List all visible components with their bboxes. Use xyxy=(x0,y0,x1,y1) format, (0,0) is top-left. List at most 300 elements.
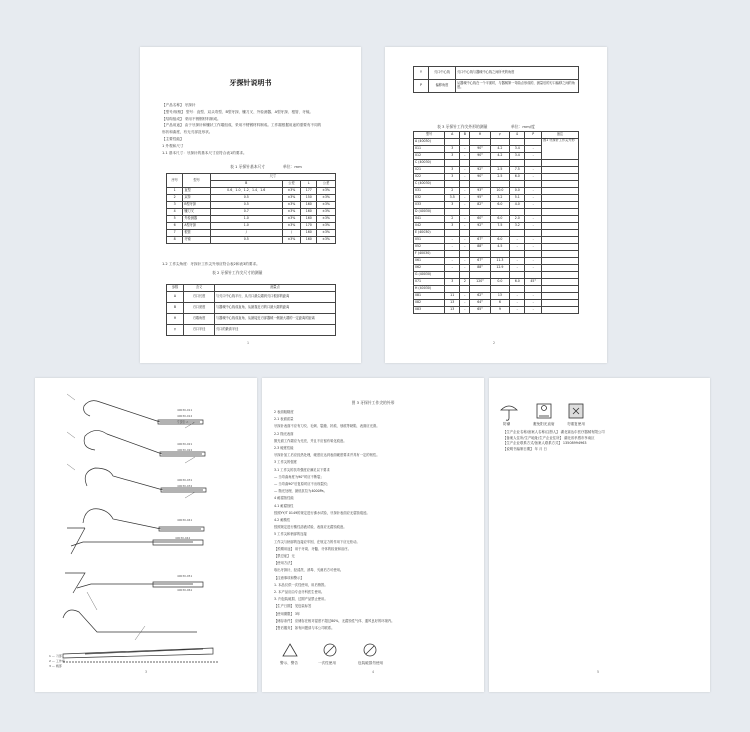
table-cell: - xyxy=(525,188,542,195)
table-cell: C (40030) xyxy=(414,181,445,188)
table-cell: 双持 xyxy=(183,195,210,202)
table-cell xyxy=(525,209,542,216)
table-cell xyxy=(470,139,490,146)
symbol-label: 勿重复使用 xyxy=(567,422,585,426)
table-row xyxy=(167,230,336,237)
table-cell: E (40030) xyxy=(414,230,445,237)
table2 xyxy=(166,284,336,336)
table-row xyxy=(167,314,336,325)
table-cell xyxy=(542,181,579,188)
table-cell: 镰刀叉 xyxy=(183,209,210,216)
paragraph: 【售后服务】 如有问题请与本公司联系。 xyxy=(274,626,335,630)
table-cell: 4.2 xyxy=(490,146,509,153)
table-cell xyxy=(445,272,460,279)
drawing-label: 40030-022 xyxy=(177,448,193,452)
symbol-label: 一次性使用 xyxy=(318,661,336,665)
table2-caption: 表 2 牙探针工作尖尺寸的测量 xyxy=(212,270,263,275)
table-row xyxy=(414,188,579,195)
paragraph: 4.2 耐酸性 xyxy=(274,518,291,522)
table-cell xyxy=(490,251,509,258)
table-row xyxy=(414,265,579,272)
table-cell: 3 xyxy=(445,279,460,286)
drawing-label: 40030-061 xyxy=(177,588,193,592)
paragraph: 3 工作尖的强度 xyxy=(274,460,297,465)
paragraph: 【生产企业名称/备案人名称/注册人】 湖北赛达尔医疗器械有限公司 xyxy=(503,430,605,434)
table-cell: 170 xyxy=(301,223,317,230)
table-cell: - xyxy=(525,258,542,265)
table-cell: θ xyxy=(167,314,184,325)
paragraph: 1.1 基本尺寸：牙探针的基本尺寸应符合表1的要求。 xyxy=(162,150,247,155)
document-page-1 xyxy=(140,47,361,363)
symbol-label: 避免阳光直射 xyxy=(533,422,555,426)
table-cell: - xyxy=(525,216,542,223)
table-cell: 1.0 xyxy=(210,223,282,230)
table-header: 测量点 xyxy=(215,285,336,292)
table-cell: 3.4 xyxy=(510,153,525,160)
table-cell: 从器械中心线在一个平面时，与器械第一弯曲点形成的，测量后的刃口偏移之间的角度。 xyxy=(456,80,579,93)
table-cell: 2 xyxy=(167,195,183,202)
page-number: 3 xyxy=(145,670,148,674)
table-cell: ±3% xyxy=(317,188,336,195)
table-row xyxy=(414,80,579,93)
table-row xyxy=(414,209,579,216)
table-header: θ xyxy=(470,132,490,139)
table-cell: 90° xyxy=(470,146,490,153)
table-cell xyxy=(510,272,525,279)
table-cell xyxy=(445,286,460,293)
table-cell: 2.0 xyxy=(510,216,525,223)
table-cell xyxy=(510,160,525,167)
table-cell xyxy=(460,272,470,279)
table-cell: 与器械中心线成直角，从最接近刃部器械一侧最大端的一定距离的距离 xyxy=(215,314,336,325)
table-cell: ±3% xyxy=(317,230,336,237)
table-cell xyxy=(460,230,470,237)
table-cell: - xyxy=(460,153,470,160)
table-row xyxy=(414,272,579,279)
table-row xyxy=(167,216,336,223)
table-cell: 033 xyxy=(414,202,445,209)
table-cell xyxy=(490,272,509,279)
table-cell: - xyxy=(510,237,525,244)
table-cell xyxy=(470,181,490,188)
table-cell xyxy=(490,230,509,237)
table-row xyxy=(414,307,579,314)
paragraph: 3.1 工作尖的抗弯强度应满足以下要求 xyxy=(274,467,330,472)
table-header: A xyxy=(445,132,460,139)
table-cell: 0.0 xyxy=(510,188,525,195)
table-cell: 0.5 xyxy=(210,202,282,209)
table-header: 序号 xyxy=(167,174,183,188)
table-cell: - xyxy=(510,265,525,272)
table-cell xyxy=(510,209,525,216)
table-cell: 偏移角度 xyxy=(429,80,456,93)
table-cell: ±3% xyxy=(317,237,336,244)
table-cell xyxy=(470,251,490,258)
table-header: 型号 xyxy=(183,174,210,188)
table-cell xyxy=(542,279,579,286)
table-row xyxy=(167,209,336,216)
table-cell xyxy=(510,230,525,237)
table1 xyxy=(166,173,336,244)
paragraph: 【说明书编制日期】 年 月 日 xyxy=(503,446,547,451)
table-cell xyxy=(542,286,579,293)
table-cell xyxy=(525,139,542,146)
table-row xyxy=(167,292,336,303)
table-row xyxy=(414,160,579,167)
table-cell: B型牙探 xyxy=(183,202,210,209)
table-cell: 6.0 xyxy=(490,202,509,209)
storage-symbols xyxy=(489,400,710,430)
table-cell: 图1 牙探针工作尖外形 xyxy=(542,139,579,160)
paragraph: 4 耐腐蚀性能 xyxy=(274,496,294,501)
table-cell xyxy=(470,272,490,279)
table-cell: ±3% xyxy=(317,223,336,230)
table-header: 参数 xyxy=(167,285,184,292)
table-cell: ±3% xyxy=(282,237,301,244)
table-cell: 052 xyxy=(414,244,445,251)
table-cell xyxy=(470,230,490,237)
table-cell: 177 xyxy=(301,188,317,195)
table-cell: 88° xyxy=(470,244,490,251)
table-cell: 160 xyxy=(301,216,317,223)
table-cell xyxy=(542,195,579,202)
table-cell xyxy=(525,286,542,293)
paragraph: 2 表面粗糙度 xyxy=(274,410,294,414)
table-cell xyxy=(490,181,509,188)
table-cell: 6.0 xyxy=(490,237,509,244)
table1-unit: 单位：mm xyxy=(283,164,302,169)
table-cell xyxy=(542,293,579,300)
drawing-label: 40030-051 xyxy=(177,574,193,578)
table-cell: - xyxy=(460,237,470,244)
table-cell: H (40030) xyxy=(414,286,445,293)
paragraph: 【生产日期】 见包装标签 xyxy=(274,604,312,609)
paragraph: 按照YY/T 0149的规定进行沸水试验，牙探针表面应无腐蚀痕迹。 xyxy=(274,510,370,515)
table-row xyxy=(414,223,579,230)
table-row xyxy=(414,216,579,223)
table-cell: - xyxy=(460,223,470,230)
paragraph: 1. 本品仅供一次性使用，用后销毁。 xyxy=(274,582,328,587)
table-cell xyxy=(542,216,579,223)
table-cell: - xyxy=(525,237,542,244)
table-cell: - xyxy=(525,195,542,202)
table-cell: 082 xyxy=(414,300,445,307)
drawing-label: 牙探针 A xyxy=(177,420,189,424)
table-row xyxy=(414,293,579,300)
table-cell xyxy=(460,160,470,167)
table-cell: / xyxy=(210,230,282,237)
table-cell xyxy=(542,188,579,195)
table-cell: 160 xyxy=(301,209,317,216)
table-cell: 042 xyxy=(414,223,445,230)
table-cell: 与刃口中心线平行，从刃口最尖端到刃口根部的距离 xyxy=(215,292,336,303)
table-cell: γ xyxy=(167,325,184,336)
page-title: 牙探针说明书 xyxy=(229,79,272,87)
table-row xyxy=(414,237,579,244)
table-cell: 82° xyxy=(470,202,490,209)
table-header: 含义 xyxy=(184,285,215,292)
table-cell: 061 xyxy=(414,258,445,265)
table-cell xyxy=(510,286,525,293)
warning-symbols xyxy=(262,640,484,680)
table-cell: - xyxy=(460,258,470,265)
table-cell: 13 xyxy=(445,307,460,314)
table-cell: 160 xyxy=(301,202,317,209)
paragraph: 按照规定进行酸性溶液试验，表面应无腐蚀痕迹。 xyxy=(274,525,347,530)
table-cell xyxy=(542,272,579,279)
table-cell: - xyxy=(510,258,525,265)
table-cell: 7.5 xyxy=(490,223,509,230)
table-cell: 60° xyxy=(470,216,490,223)
table-cell xyxy=(542,167,579,174)
table-row xyxy=(414,251,579,258)
table-cell: ±3% xyxy=(317,209,336,216)
table-cell: 刃端角度 xyxy=(184,314,215,325)
table-header: L xyxy=(301,181,317,188)
table-cell: 3.5 xyxy=(445,195,460,202)
table-cell xyxy=(460,181,470,188)
table-cell: G (40030) xyxy=(414,272,445,279)
umbrella-icon xyxy=(501,406,517,410)
paragraph: — 当弯曲角度为90°时应不断裂； xyxy=(274,474,324,479)
paragraph: — 抛光处理，最低抗拉为4000Pa。 xyxy=(274,489,327,494)
table-cell: D (40030) xyxy=(414,209,445,216)
table-cell: 11 xyxy=(445,293,460,300)
table-cell xyxy=(460,286,470,293)
table-row xyxy=(414,300,579,307)
legend-item: 1 — 刃部 xyxy=(49,654,62,658)
table-cell: - xyxy=(510,300,525,307)
table-row xyxy=(414,139,579,146)
table-cell xyxy=(490,139,509,146)
table-cell: 6 xyxy=(167,223,183,230)
table-cell: ±3% xyxy=(282,209,301,216)
table-cell: Y xyxy=(414,67,429,80)
table-cell: A型牙探 xyxy=(183,223,210,230)
table-cell: 2 xyxy=(460,279,470,286)
table-row xyxy=(414,244,579,251)
table-cell: 012 xyxy=(414,153,445,160)
warning-triangle-icon xyxy=(283,644,297,656)
page-number: 1 xyxy=(247,341,250,345)
table-row xyxy=(414,167,579,174)
paragraph: 【产品名称】 牙探针 xyxy=(162,103,196,107)
table-cell: 67° xyxy=(470,258,490,265)
drawing-label: 40030-041 xyxy=(177,518,193,522)
table-cell xyxy=(542,237,579,244)
table-cell xyxy=(542,209,579,216)
table-cell: 031 xyxy=(414,188,445,195)
table-cell: ±3% xyxy=(282,202,301,209)
table-cell: 6.0 xyxy=(510,279,525,286)
table-header: 尺寸 xyxy=(210,174,335,181)
table-cell: 与器械中心线成直角，从最靠近刃的口最大端的距离 xyxy=(215,303,336,314)
paragraph: 【产品用途】 由于牙探针和镰状工作端组成，采用不锈钢材料制成。工作端根据用途的需要有不同的 xyxy=(162,123,322,128)
table-cell: - xyxy=(510,244,525,251)
table-cell: - xyxy=(445,258,460,265)
paragraph: 2.3 硬度性能 xyxy=(274,446,294,450)
table-cell: - xyxy=(460,174,470,181)
table-cell xyxy=(525,272,542,279)
paragraph: 【主要性能】 xyxy=(162,137,184,141)
paragraph: 1 外观和尺寸 xyxy=(162,143,184,148)
symbol-label: 包装破损勿使用 xyxy=(358,661,384,665)
table-cell: ±3% xyxy=(317,195,336,202)
table-row xyxy=(167,195,336,202)
table-cell xyxy=(542,202,579,209)
table-cell xyxy=(460,209,470,216)
table-cell: C (40030) xyxy=(414,160,445,167)
table-cell: F (40030) xyxy=(414,251,445,258)
document-page-5 xyxy=(489,378,710,692)
paragraph: — 当弯曲90°后复原时应不出现裂纹； xyxy=(274,482,331,486)
table-header: 公差 xyxy=(282,181,301,188)
table-row xyxy=(167,223,336,230)
table-cell: - xyxy=(460,293,470,300)
paragraph: 【储存条件】 应储存在相对湿度不超过80%，无腐蚀性气体、通风良好的环境内。 xyxy=(274,618,395,623)
probe-drawings xyxy=(35,378,257,692)
table-cell: ±3% xyxy=(317,216,336,223)
paragraph: 【预期用途】 用于牙周、牙髓、牙体的检查和治疗。 xyxy=(274,546,351,551)
table-cell: 021 xyxy=(414,167,445,174)
table-cell xyxy=(542,230,579,237)
table-cell: 11.3 xyxy=(490,258,509,265)
table-cell xyxy=(470,209,490,216)
drawing-label: 40030-031 xyxy=(177,478,193,482)
table-cell: - xyxy=(525,300,542,307)
table-cell xyxy=(490,160,509,167)
table-cell: 根管 xyxy=(183,230,210,237)
table-cell: 90° xyxy=(470,153,490,160)
table-cell xyxy=(490,209,509,216)
table-cell: 083 xyxy=(414,307,445,314)
table-cell: 3.4 xyxy=(510,146,525,153)
table-cell: - xyxy=(460,300,470,307)
table-cell: 刃口宽度 xyxy=(184,303,215,314)
table-cell: 93° xyxy=(470,188,490,195)
table-cell: 10.0 xyxy=(490,188,509,195)
table-cell: - xyxy=(460,188,470,195)
table-cell: - xyxy=(525,293,542,300)
paragraph: 【生产企业联系方式/备案人联系方式】 13508994963 xyxy=(503,441,587,446)
table-cell: - xyxy=(525,153,542,160)
table-row xyxy=(414,230,579,237)
table-cell: 0.6、1.0、1.2、1.4、1.6 xyxy=(210,188,282,195)
table-cell: - xyxy=(460,216,470,223)
table-row xyxy=(167,188,336,195)
table-cell: / xyxy=(282,230,301,237)
table-cell: 64° xyxy=(470,300,490,307)
table-cell: 6.0 xyxy=(490,216,509,223)
table-cell: 45° xyxy=(525,279,542,286)
drawing-label: 40030-021 xyxy=(177,442,193,446)
table-cell: 0.0 xyxy=(490,279,509,286)
table-header: B xyxy=(460,132,470,139)
table-cell xyxy=(445,230,460,237)
table-cell: ±3% xyxy=(282,223,301,230)
table-header: 型号 xyxy=(414,132,445,139)
table-cell: 92° xyxy=(470,223,490,230)
paragraph: 工作尖与柄部的连接应牢固，在规定力的作用下应无松动。 xyxy=(274,539,360,544)
table-row xyxy=(414,195,579,202)
paragraph: 【结构组成】 采用不锈钢材料制成。 xyxy=(162,116,221,121)
table-row xyxy=(167,202,336,209)
table-cell xyxy=(542,307,579,314)
table-cell: 0.5 xyxy=(210,195,282,202)
paragraph: 【使用期限】 3年 xyxy=(274,611,301,616)
table-cell: 刃口长度 xyxy=(184,292,215,303)
symbol-label: 防潮 xyxy=(503,422,511,426)
table-cell: 3 xyxy=(445,153,460,160)
symbol-label: 警示、警告 xyxy=(280,661,298,665)
table-cell: 13 xyxy=(445,300,460,307)
table-cell xyxy=(525,160,542,167)
table-cell: - xyxy=(460,195,470,202)
paragraph: 【型号/规格】 型号：直型、双头弯型、B型牙探、镰刀叉、外检测器、A型牙探、根管、牙镜。 xyxy=(162,109,314,114)
table-cell: 4.0 xyxy=(510,202,525,209)
paragraph: 2.2 抛光表面 xyxy=(274,431,294,436)
paragraph: 2.1 表面质量 xyxy=(274,417,294,422)
table-cell xyxy=(542,265,579,272)
paragraph: 【使用方法】 xyxy=(274,561,294,566)
table-cell xyxy=(470,286,490,293)
table-header: B xyxy=(210,181,282,188)
table-header: γ xyxy=(490,132,509,139)
table-cell: 0.7 xyxy=(210,209,282,216)
table-cell: 刃口半径 xyxy=(184,325,215,336)
paragraph: 牙探针加工后应经热处理，硬度应达到表面硬度要求并具有一定的韧性。 xyxy=(274,453,380,458)
table-cell: 022 xyxy=(414,174,445,181)
table-cell: 直型 xyxy=(183,188,210,195)
table-cell: 90° xyxy=(470,174,490,181)
table-cell: - xyxy=(510,293,525,300)
table-cell: - xyxy=(525,244,542,251)
table-cell: 011 xyxy=(414,146,445,153)
table-cell xyxy=(525,251,542,258)
table-cell: - xyxy=(445,237,460,244)
table-cell: 3 xyxy=(445,174,460,181)
document-page-2 xyxy=(385,47,607,363)
table-cell: ±3% xyxy=(282,195,301,202)
paragraph: 1.2 工作尖角度：牙探针工作尖外形应符合表2和表3的要求。 xyxy=(162,262,260,266)
table-cell: 1 xyxy=(167,188,183,195)
table-cell: ±3% xyxy=(317,202,336,209)
table-row xyxy=(167,325,336,336)
page-number: 2 xyxy=(493,341,496,345)
paragraph: 2. 本产品应由专业牙科医生使用。 xyxy=(274,590,325,594)
legend-item: 3 — 柄部 xyxy=(49,664,62,668)
table-cell xyxy=(460,139,470,146)
table-cell: - xyxy=(525,167,542,174)
table-cell: - xyxy=(445,244,460,251)
table-cell: 4 xyxy=(167,209,183,216)
table-cell: 4.2 xyxy=(490,153,509,160)
table-cell: 67° xyxy=(470,237,490,244)
table-cell: 88° xyxy=(470,265,490,272)
table-cell: 12.9 xyxy=(490,265,509,272)
table-cell: 120° xyxy=(470,279,490,286)
table-cell: 8 xyxy=(167,237,183,244)
table-cell xyxy=(542,251,579,258)
table-row xyxy=(414,67,579,80)
table-cell: - xyxy=(460,202,470,209)
table-header: P xyxy=(525,132,542,139)
table-cell xyxy=(490,286,509,293)
table-cell: - xyxy=(460,307,470,314)
table-cell: A (40030) xyxy=(414,139,445,146)
table-cell xyxy=(445,160,460,167)
table-cell: 5 xyxy=(167,216,183,223)
